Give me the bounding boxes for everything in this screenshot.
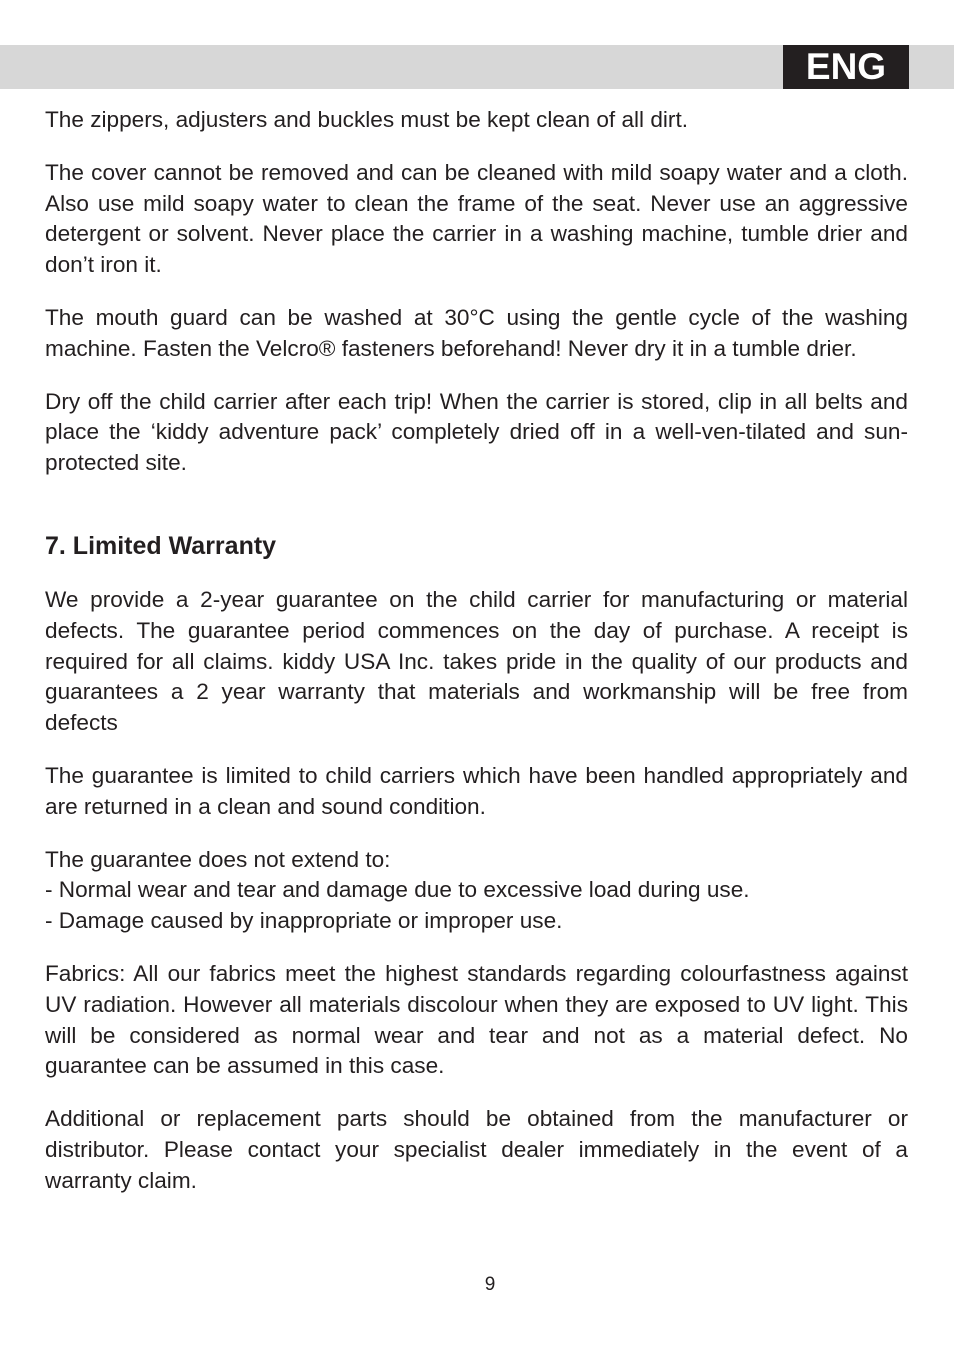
warranty-exclusions: [45, 845, 908, 937]
exclusions-intro: The guarantee does not extend to:: [45, 846, 391, 872]
warranty-paragraph-limitation: The guarantee is limited to child carriers which have been handled appropriately and are returned in a clean and sound condition.: [45, 762, 908, 819]
care-paragraph-mouth-guard: The mouth guard can be washed at 30°C using the gentle cycle of the washing machine. Fasten the Velcro® fasteners beforehand! Never dry it in a tumble drier.: [45, 304, 908, 361]
warranty-paragraph-parts: Additional or replacement parts should be obtained from the manufacturer or distributor. Please contact your specialist dealer immediately in the event of a warranty claim.: [45, 1106, 908, 1193]
warranty-paragraph-fabrics: Fabrics: All our fabrics meet the highest standards regarding colourfastness against UV radiation. However all materials discolour when they are exposed to UV light. This will be considered as normal wear and tear and not as a material defect. No guarantee can be assumed in this case.: [45, 960, 908, 1079]
page-content: [45, 105, 908, 1219]
page-number: 9: [484, 1274, 496, 1295]
care-paragraph-zippers: The zippers, adjusters and buckles must be kept clean of all dirt.: [45, 107, 688, 132]
section-title-limited-warranty: 7. Limited Warranty: [45, 531, 277, 560]
care-paragraph-cover: The cover cannot be removed and can be cleaned with mild soapy water and a cloth. Also use mild soapy water to clean the frame of the seat. Never use an aggressive detergent or solvent. Never place the carrier in a washing machine, tumble drier and don’t iron it.: [45, 159, 908, 278]
exclusion-item: - Normal wear and tear and damage due to excessive load during use.: [45, 877, 750, 903]
warranty-paragraph-guarantee: We provide a 2-year guarantee on the child carrier for manufacturing or material defects. The guarantee period commences on the day of purchase. A receipt is required for all claims. kiddy USA Inc. takes pride in the quality of our products and guarantees a 2 year warranty that materials and workmanship will be free from defects: [45, 586, 908, 736]
care-paragraph-drying: Dry off the child carrier after each trip! When the carrier is stored, clip in all belts and place the ‘kiddy adventure pack’ completely dried off in a well-ven-tilated and sun-protected site.: [45, 388, 908, 476]
exclusion-item: - Damage caused by inappropriate or improper use.: [45, 908, 563, 934]
language-badge: ENG: [783, 45, 909, 89]
